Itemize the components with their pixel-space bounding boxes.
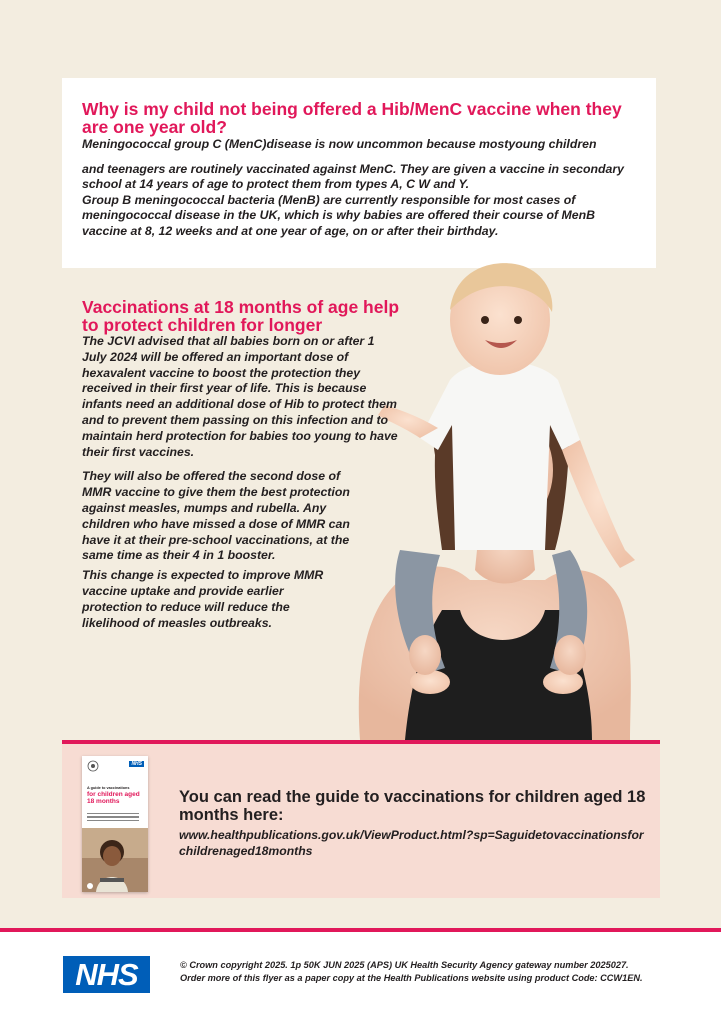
mmr-paragraph: They will also be offered the second dose of MMR vaccine to give them the best protection against measles, mumps and rubella. Any children who have missed a dose of MMR can have it at their pre-school vaccinations, at the same time as their 4 in 1 booster. [82,469,350,563]
ukhsa-crest-icon [87,760,99,772]
booklet-nhs-badge: NHS [131,761,142,767]
footer-copyright [180,959,710,985]
guide-link[interactable]: www.healthpublications.gov.uk/ViewProduct.html?sp=Saguidetovaccinationsforchildrenaged18months [179,828,644,858]
nhs-logo [63,956,150,993]
hib-menc-heading: Why is my child not being offered a Hib/MenC vaccine when they are one year old? [82,99,622,137]
menc-paragraph-2: and teenagers are routinely vaccinated against MenC. They are given a vaccine in secondary school at 14 years of age to protect them from types A, C W and Y. [82,161,624,191]
eighteen-month-heading: Vaccinations at 18 months of age help to protect children for longer [82,297,400,335]
eighteen-month-section [82,298,402,631]
jcvi-paragraph: The JCVI advised that all babies born on or after 1 July 2024 will be offered an important dose of hexavalent vaccine to boost the protection they received in their first year of life. This is because infants need an additional dose of Hib to protect them and to prevent them passing on this infection and to maintain herd protection for babies too young to have their first vaccines. [82,334,398,459]
guide-heading: You can read the guide to vaccinations for children aged 18 months here: [179,788,646,824]
menc-paragraph-1: Meningococcal group C (MenC)disease is now uncommon because mostyoung children [82,137,597,151]
nhs-logo-text: NHS [75,956,138,992]
guide-text [179,788,649,859]
uptake-paragraph: This change is expected to improve MMR vaccine uptake and provide earlier protection to reduce will reduce the likelihood of measles outbreaks. [82,568,324,630]
booklet-small-label: A guide to vaccinations [87,786,130,790]
booklet-title: for children aged 18 months [87,791,140,805]
hib-menc-section [62,78,656,268]
footer-line-2: Order more of this flyer as a paper copy at the Health Publications website using product Code: CCW1EN. [180,973,643,983]
guide-booklet-thumbnail [82,756,148,892]
footer [0,932,721,1024]
footer-line-1: © Crown copyright 2025. 1p 50K JUN 2025 (APS) UK Health Security Agency gateway number 2025027. [180,960,629,970]
guide-band [62,740,660,898]
menb-paragraph: Group B meningococcal bacteria (MenB) are currently responsible for most cases of meningococcal disease in the UK, which is why babies are offered their course of MenB vaccine at 8, 12 weeks and at one year of age, on or after their birthday. [82,192,595,238]
booklet-child-photo [82,828,148,892]
booklet-text-lines [87,813,139,823]
